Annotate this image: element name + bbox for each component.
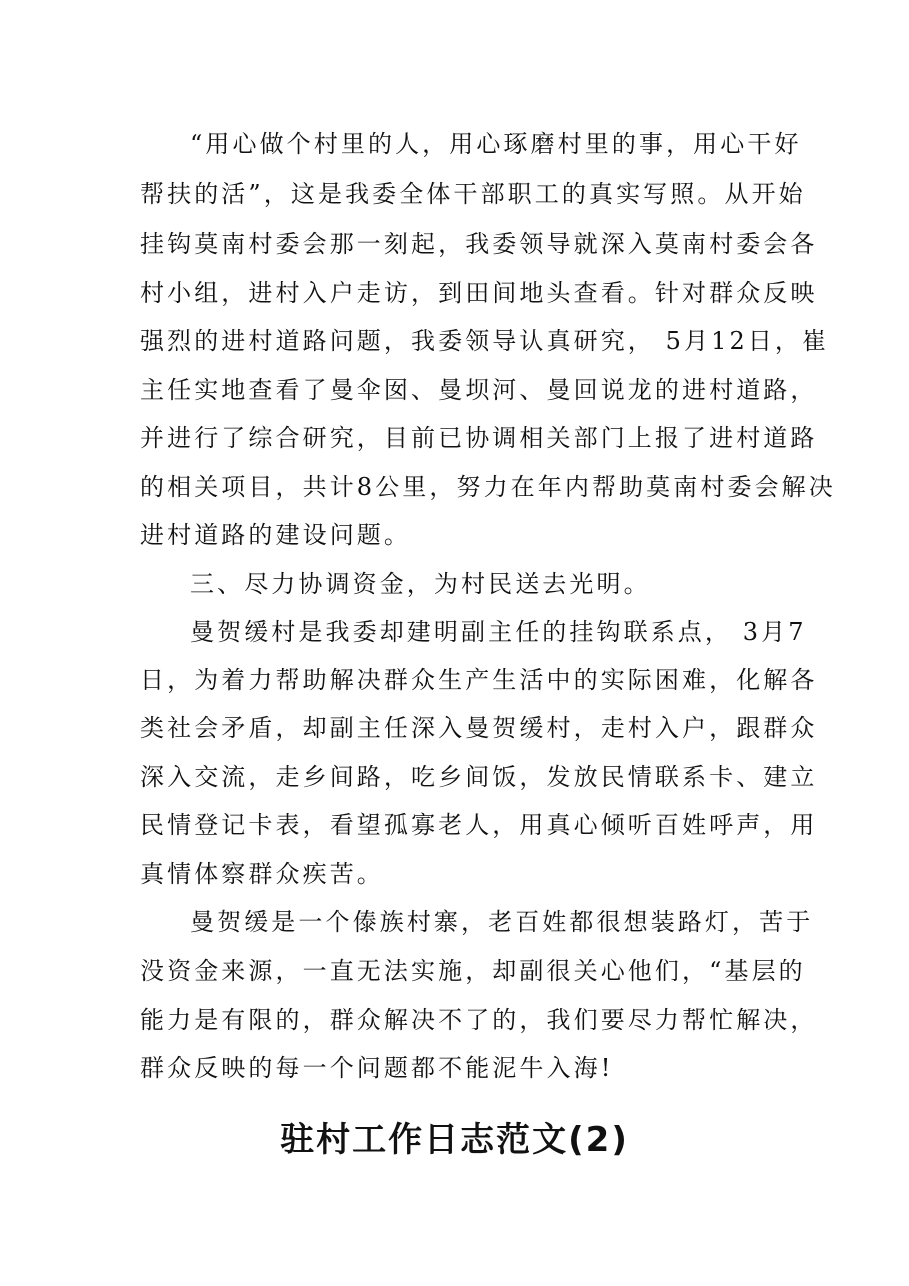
section-title: 驻村工作日志范文(2)	[280, 1120, 629, 1160]
paragraph-1-line-8: 的相关项目，共计8公里，努力在年内帮助莫南村委会解决	[140, 473, 836, 501]
paragraph-1-line-1: “用心做个村里的人，用心琢磨村里的事，用心干好	[190, 130, 802, 158]
paragraph-1-line-7: 并进行了综合研究，目前已协调相关部门上报了进村道路	[140, 424, 818, 452]
paragraph-1-line-6: 主任实地查看了曼伞囡、曼坝河、曼回说龙的进村道路，	[140, 376, 818, 404]
paragraph-1-line-5: 强烈的进村道路问题，我委领导认真研究， 5月12日，崔	[140, 327, 830, 355]
paragraph-1-line-2: 帮扶的活”，这是我委全体干部职工的真实写照。从开始	[140, 180, 806, 208]
paragraph-4-line-1: 曼贺缓是一个傣族村寨，老百姓都很想装路灯，苦于	[190, 908, 814, 936]
paragraph-1-line-3: 挂钩莫南村委会那一刻起，我委领导就深入莫南村委会各	[140, 230, 818, 258]
paragraph-3-line-3: 类社会矛盾，却副主任深入曼贺缓村，走村入户，跟群众	[140, 714, 818, 742]
paragraph-3-line-5: 民情登记卡表，看望孤寡老人，用真心倾听百姓呼声，用	[140, 811, 818, 839]
paragraph-3-line-4: 深入交流，走乡间路，吃乡间饭，发放民情联系卡、建立	[140, 763, 818, 791]
paragraph-1-line-9: 进村道路的建设问题。	[140, 521, 411, 549]
paragraph-4-line-4: 群众反映的每一个问题都不能泥牛入海!	[140, 1054, 614, 1082]
section-heading-three: 三、尽力协调资金，为村民送去光明。	[190, 570, 651, 598]
paragraph-4-line-2: 没资金来源，一直无法实施，却副很关心他们，“基层的	[140, 957, 806, 985]
paragraph-3-line-2: 日，为着力帮助解决群众生产生活中的实际困难，化解各	[140, 666, 818, 694]
paragraph-4-line-3: 能力是有限的，群众解决不了的，我们要尽力帮忙解决，	[140, 1006, 818, 1034]
paragraph-3-line-6: 真情体察群众疾苦。	[140, 860, 384, 888]
paragraph-3-line-1: 曼贺缓村是我委却建明副主任的挂钩联系点， 3月7	[190, 618, 807, 646]
paragraph-1-line-4: 村小组，进村入户走访，到田间地头查看。针对群众反映	[140, 279, 818, 307]
